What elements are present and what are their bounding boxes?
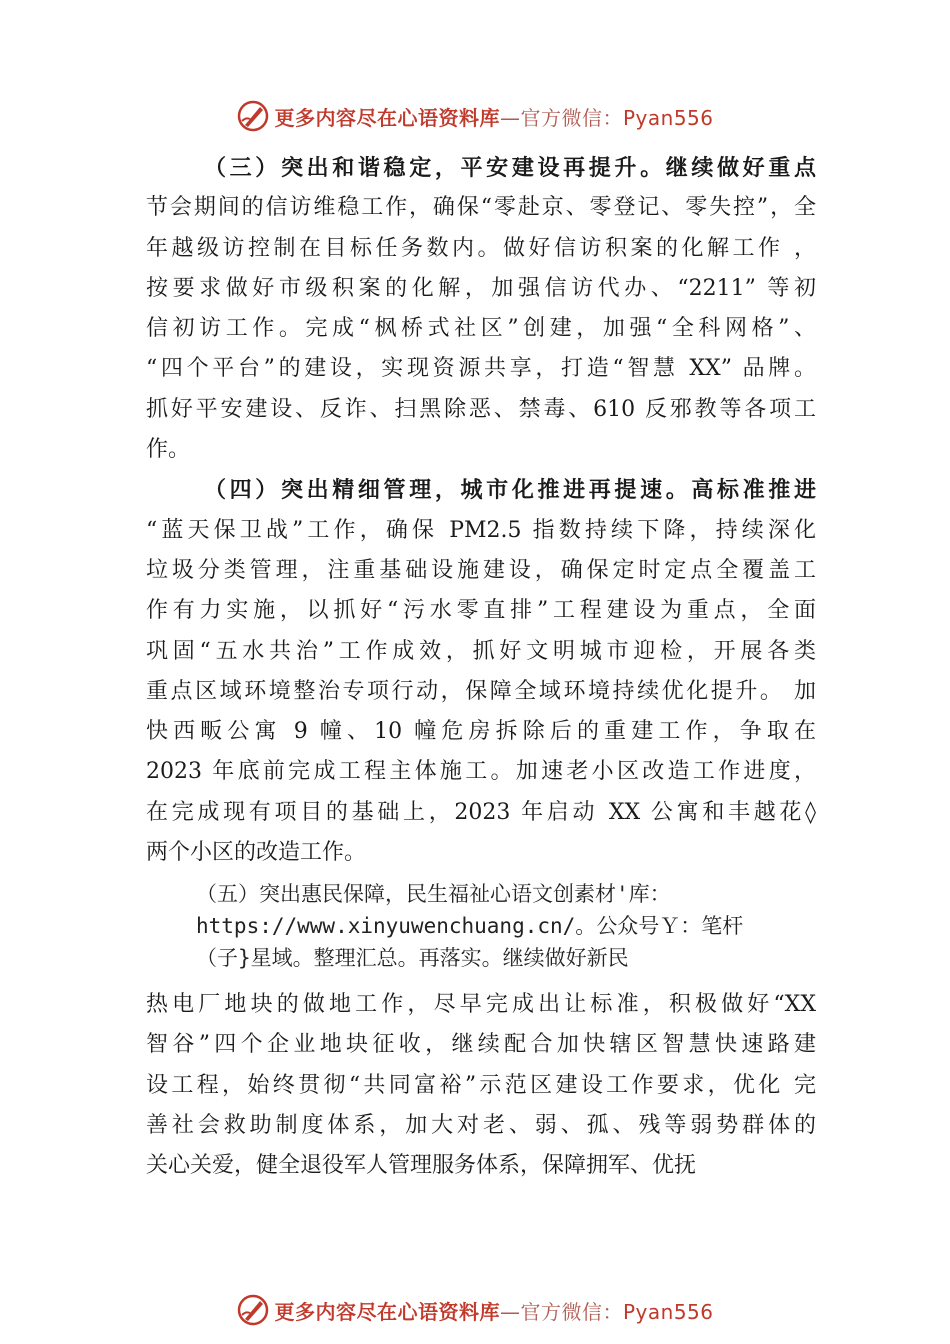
banner-wechat-label: —官方微信： bbox=[499, 105, 623, 130]
section3-line: 年越级访控制在目标任务数内。做好信访积案的化解工作 ， bbox=[146, 235, 816, 261]
section4-line: 快西畈公寓 9 幢、10 幢危房拆除后的重建工作，争取在 bbox=[146, 719, 816, 745]
section5-ocr-line: （五）突出惠民保障，民生福祉心语文创素材'库： bbox=[196, 882, 671, 906]
banner-title: 更多内容尽在心语资料库 bbox=[274, 1299, 500, 1324]
section5-line: 关心关爱，健全退役军人管理服务体系，保障拥军、优抚 bbox=[146, 1153, 697, 1179]
banner-wechat-id: Pyan556 bbox=[622, 105, 714, 130]
section4-line: 在完成现有项目的基础上，2023 年启动 XX 公寓和丰越花◊ bbox=[146, 799, 816, 825]
section4-line: 2023 年底前完成工程主体施工。加速老小区改造工作进度， bbox=[146, 759, 816, 785]
section5-body bbox=[146, 985, 816, 1186]
section3-line: “四个平台”的建设，实现资源共享，打造“智慧 XX” 品牌。 bbox=[146, 356, 816, 382]
footer-banner bbox=[0, 1290, 950, 1330]
quill-logo-icon bbox=[236, 99, 270, 133]
section3-line: 节会期间的信访维稳工作，确保“零赴京、零登记、零失控”，全 bbox=[146, 195, 816, 221]
section4-line: “蓝天保卫战”工作，确保 PM2.5 指数持续下降，持续深化 bbox=[146, 517, 816, 543]
banner-wechat-label: —官方微信： bbox=[499, 1299, 623, 1324]
section5-inserted-block bbox=[196, 878, 796, 974]
section5-line: 智谷”四个企业地块征收，继续配合加快辖区智慧快速路建 bbox=[146, 1032, 816, 1058]
section5-line: 设工程，始终贯彻“共同富裕”示范区建设工作要求，优化 完 bbox=[146, 1072, 816, 1098]
quill-logo-icon bbox=[236, 1293, 270, 1327]
section4-line: 重点区域环境整治专项行动，保障全域环境持续优化提升。 加 bbox=[146, 678, 816, 704]
section3-line: 信初访工作。完成“枫桥式社区”创建，加强“全科网格”、 bbox=[146, 316, 816, 342]
section5-ocr-line: （子}星域。整理汇总。再落实。继续做好新民 bbox=[196, 946, 629, 970]
section4-line: 巩固“五水共治”工作成效，抓好文明城市迎检，开展各类 bbox=[146, 638, 816, 664]
section4-line: 垃圾分类管理，注重基础设施建设，确保定时定点全覆盖工 bbox=[146, 557, 816, 583]
section3-heading-line: （三）突出和谐稳定，平安建设再提升。继续做好重点 bbox=[204, 155, 816, 181]
banner-title: 更多内容尽在心语资料库 bbox=[274, 105, 500, 130]
section5-ocr-line: https://www.xinyuwenchuang.cn/。公众号Ｙ：笔杆 bbox=[196, 914, 744, 938]
banner-wechat-id: Pyan556 bbox=[622, 1299, 714, 1324]
section5-line: 热电厂地块的做地工作，尽早完成出让标准，积极做好“XX bbox=[146, 992, 816, 1017]
section4-line: 两个小区的改造工作。 bbox=[146, 840, 367, 866]
section5-line: 善社会救助制度体系，加大对老、弱、孤、残等弱势群体的 bbox=[146, 1112, 816, 1138]
section3-line: 抓好平安建设、反诈、扫黑除恶、禁毒、610 反邪教等各项工 bbox=[146, 396, 816, 422]
section4-heading-line: （四）突出精细管理，城市化推进再提速。高标准推进 bbox=[204, 477, 816, 504]
document-body bbox=[146, 148, 816, 873]
header-banner bbox=[0, 96, 950, 136]
section3-line: 按要求做好市级积案的化解，加强信访代办、“2211” 等初 bbox=[146, 275, 816, 301]
section4-line: 作有力实施，以抓好“污水零直排”工程建设为重点，全面 bbox=[146, 598, 816, 624]
section3-line: 作。 bbox=[146, 437, 191, 463]
